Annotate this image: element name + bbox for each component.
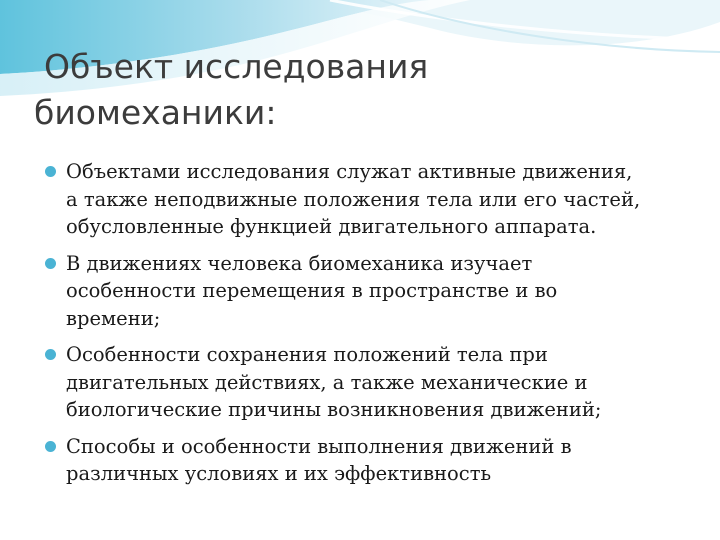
bullet-text [66,341,704,424]
bullet-line: обусловленные функцией двигательного аппарата. [66,215,597,238]
bullet-line: Способы и особенности выполнения движений в [66,434,572,458]
title-line: биомеханики: [34,93,277,132]
bullet-line: различных условиях и их эффективность [66,462,492,485]
bullet-dot-icon [45,258,56,269]
bullet-line: Особенности сохранения положений тела при [66,343,548,366]
bullet-dot-icon [45,441,56,452]
bullet-line: времени; [66,306,161,330]
title-line: Объект исследования [44,47,429,86]
bullet-line: двигательных действиях, а также механические и [66,370,588,394]
bullet-line: а также неподвижные положения тела или его частей, [66,187,641,211]
bullet-item [44,433,704,488]
bullet-text [66,158,704,241]
bullet-item [44,250,704,333]
slide-title [34,44,594,136]
bullet-item [44,341,704,424]
bullet-line: особенности перемещения в пространстве и во [66,279,558,302]
bullet-line: биологические причины возникновения движений; [66,398,602,421]
bullet-dot-icon [45,349,56,360]
bullet-text [66,250,704,333]
bullet-list [44,158,704,497]
bullet-line: В движениях человека биомеханика изучает [66,251,533,275]
bullet-item [44,158,704,241]
bullet-text [66,433,704,488]
bullet-line: Объектами исследования служат активные движения, [66,160,633,183]
bullet-dot-icon [45,166,56,177]
